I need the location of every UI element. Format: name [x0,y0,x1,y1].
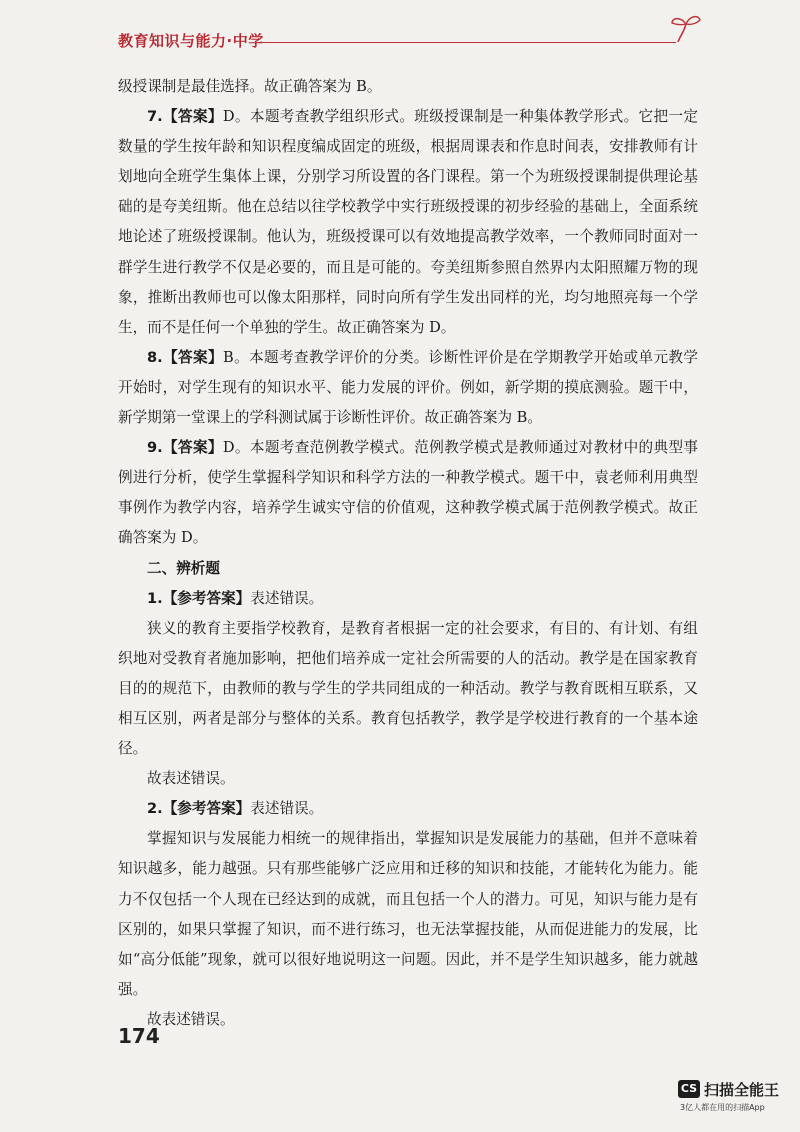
answer-text: 表述错误。 [250,589,324,607]
body-paragraph: 故表述错误。 [147,1010,235,1028]
body-paragraph: 故表述错误。 [147,770,235,788]
section-heading: 二、辨析题 [147,559,220,577]
header-rule [258,42,676,43]
answer-label: 1.【参考答案】 [147,589,251,607]
body-paragraph: 狭义的教育主要指学校教育，是教育者根据一定的社会要求，有目的、有计划、有组织地对受教育者施加影响，把他们培养成一定社会所需要的人的活动。教学是在国家教育目的的规范下，由教师的教与学生的学共同组成的一种活动。教学与教育既相互联系，又相互区别，两者是部分与整体的关系。教育包括教学，教学是学校进行教育的一个基本途径。 [118,619,698,758]
watermark-tagline: 3亿人都在用的扫描App [680,1103,765,1112]
answer-item [118,584,698,614]
camscanner-logo-icon: CS [678,1080,700,1098]
answer-label: 8.【答案】 [147,348,223,366]
answer-explanations [118,72,698,1035]
answer-label: 9.【答案】 [147,439,223,457]
answer-text: D。本题考查教学组织形式。班级授课制是一种集体教学形式。它把一定数量的学生按年龄和知识程度编成固定的班级，根据周课表和作息时间表，安排教师有计划地向全班学生集体上课，分别学习所设置的各门课程。第一个为班级授课制提供理论基础的是夸美纽斯。他在总结以往学校教学中实行班级授课的初步经验的基础上，全面系统地论述了班级授课制。他认为，班级授课可以有效地提高教学效率，一个教师同时面对一群学生进行教学不仅是必要的，而且是可能的。夸美纽斯参照自然界内太阳照耀万物的现象，推断出教师也可以像太阳那样，同时向所有学生发出同样的光，均匀地照亮每一个学生，而不是任何一个单独的学生。故正确答案为 D。 [118,108,698,336]
answer-label: 2.【参考答案】 [147,800,251,818]
answer-label: 7.【答案】 [147,108,223,126]
continued-paragraph: 级授课制是最佳选择。故正确答案为 B。 [118,78,382,95]
answer-item [118,102,698,343]
answer-text: D。本题考查范例教学模式。范例教学模式是教师通过对教材中的典型事例进行分析，使学生掌握科学知识和科学方法的一种教学模式。题干中，袁老师利用典型事例作为教学内容，培养学生诚实守信的价值观，这种教学模式属于范例教学模式。故正确答案为 D。 [118,439,698,547]
watermark-app-name: 扫描全能王 [704,1081,780,1099]
answer-item [118,433,698,553]
body-paragraph: 掌握知识与发展能力相统一的规律指出，掌握知识是发展能力的基础，但并不意味着知识越多，能力越强。只有那些能够广泛应用和迁移的知识和技能，才能转化为能力。能力不仅包括一个人现在已经达到的成就，而且包括一个人的潜力。可见，知识与能力是有区别的，如果只掌握了知识，而不进行练习，也无法掌握技能，从而促进能力的发展，比如“高分低能”现象，就可以很好地说明这一问题。因此，并不是学生知识越多，能力就越强。 [118,830,698,998]
answer-item [118,343,698,433]
page-number: 174 [118,1024,160,1048]
running-header-title: 教育知识与能力·中学 [118,32,264,50]
answer-text: 表述错误。 [250,800,324,818]
answer-item [118,794,698,824]
answer-text: B。本题考查教学评价的分类。诊断性评价是在学期教学开始或单元教学开始时，对学生现有的知识水平、能力发展的评价。例如，新学期的摸底测验。题干中，新学期第一堂课上的学科测试属于诊断性评价。故正确答案为 B。 [118,348,699,427]
scanner-watermark [678,1076,788,1124]
sprout-icon [668,10,704,50]
